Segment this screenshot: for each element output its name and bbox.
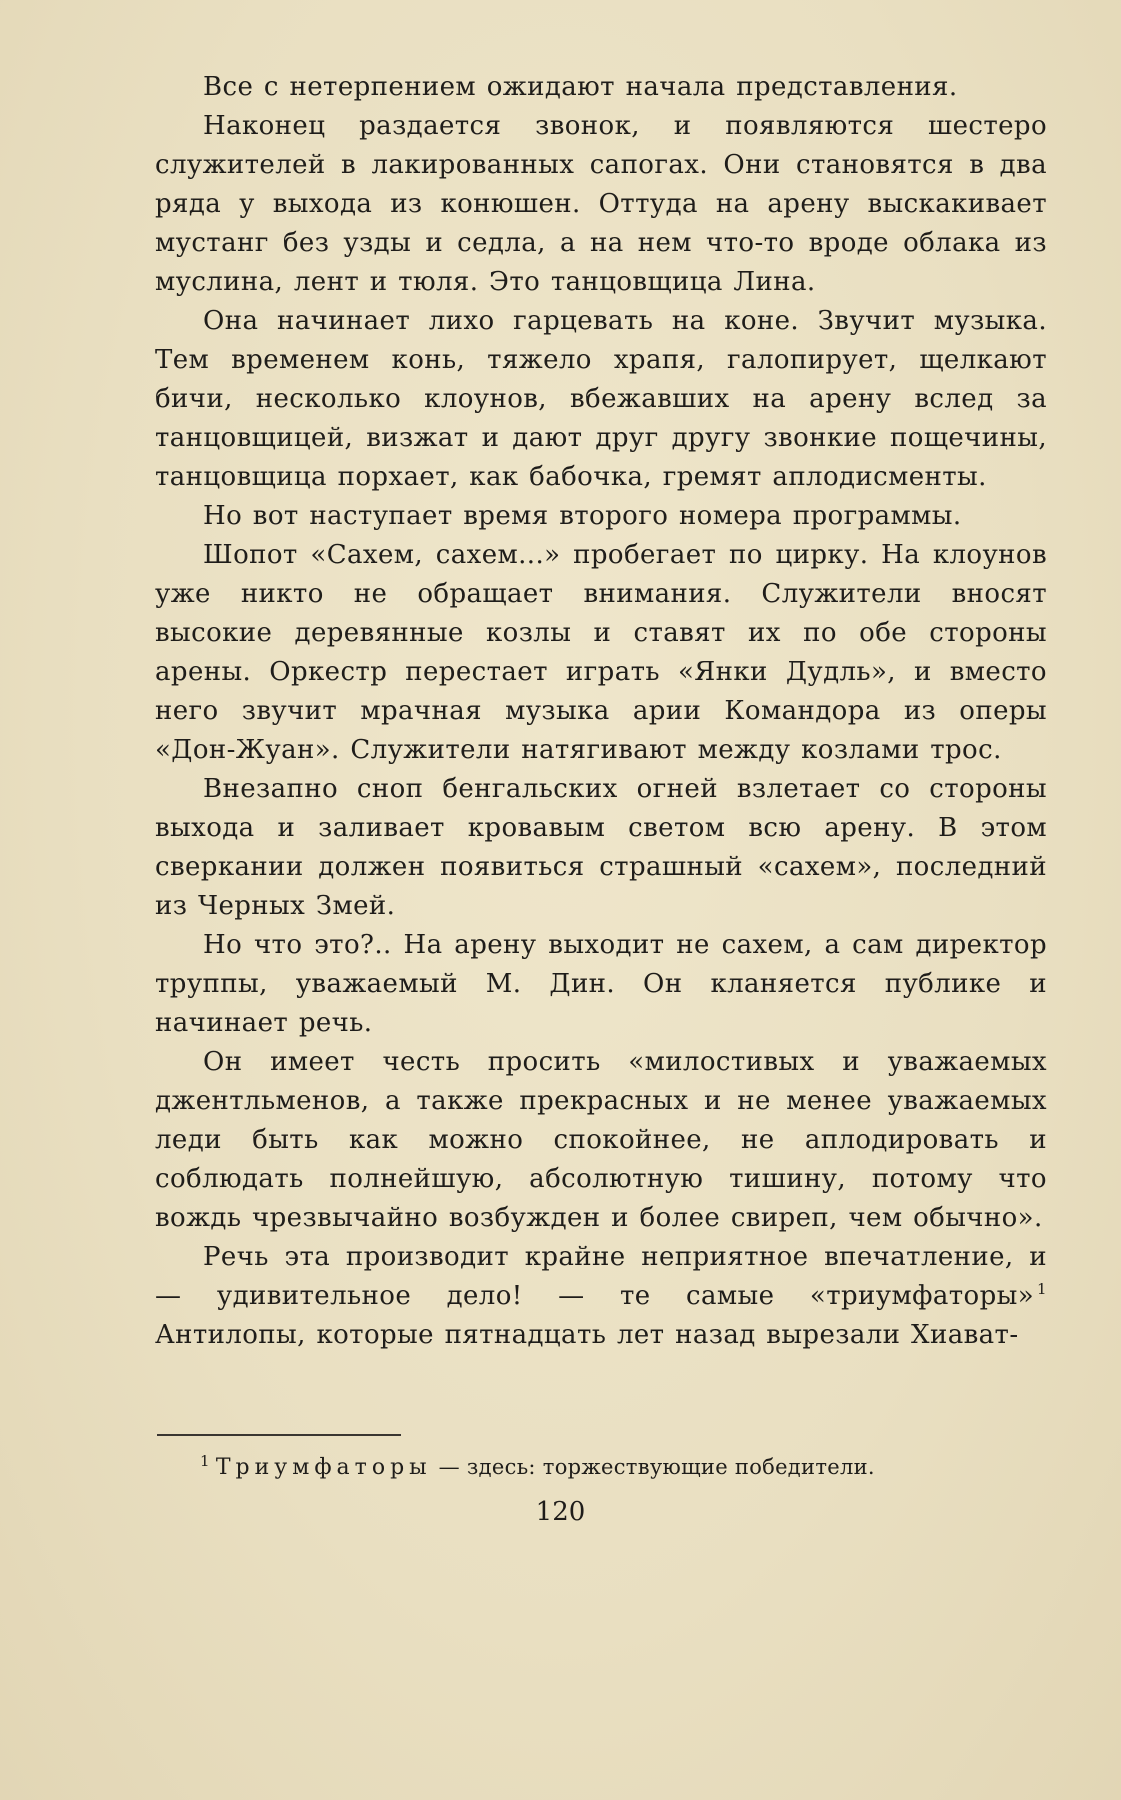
paragraph-4: Но вот наступает время второго номера программы. (203, 501, 962, 531)
footnote (200, 1452, 1060, 1483)
footnote-mark: 1 (200, 1452, 210, 1470)
paragraph-9-before: Речь эта производит крайне неприятное впечатление, и — удивительное дело! — те самые «триумфаторы» (155, 1242, 1047, 1311)
body-text (155, 68, 1047, 1355)
footnote-reference: 1 (1037, 1280, 1047, 1299)
footnote-separator (157, 1434, 401, 1436)
paragraph-8: Он имеет честь просить «милостивых и уважаемых джентльменов, а также прекрасных и не менее уважаемых леди быть как можно спокойнее, не аплодировать и соблюдать полнейшую, абсолютную тишину, потому что вождь чрезвычайно возбужден и более свиреп, чем обычно». (155, 1047, 1047, 1233)
paragraph-9-after: Антилопы, которые пятнадцать лет назад вырезали Хиават- (155, 1320, 1019, 1350)
paragraph-1: Все с нетерпением ожидают начала представления. (203, 72, 958, 102)
paragraph-7: Но что это?.. На арену выходит не сахем, а сам директор труппы, уважаемый М. Дин. Он кланяется публике и начинает речь. (155, 930, 1047, 1038)
paragraph-9 (155, 1238, 1047, 1355)
paragraph-5: Шопот «Сахем, сахем...» пробегает по цирку. На клоунов уже никто не обращает внимания. Служители вносят высокие деревянные козлы и ставят их по обе стороны арены. Оркестр перестает играть «Янки Дудль», и вместо него звучит мрачная музыка арии Командора из оперы «Дон-Жуан». Служители натягивают между козлами трос. (155, 540, 1047, 765)
paragraph-6: Внезапно сноп бенгальских огней взлетает со стороны выхода и заливает кровавым светом всю арену. В этом сверкании должен появиться страшный «сахем», последний из Черных Змей. (155, 774, 1047, 921)
paragraph-3: Она начинает лихо гарцевать на коне. Звучит музыка. Тем временем конь, тяжело храпя, галопирует, щелкают бичи, несколько клоунов, вбежавших на арену вслед за танцовщицей, визжат и дают друг другу звонкие пощечины, танцовщица порхает, как бабочка, гремят аплодисменты. (155, 306, 1047, 492)
footnote-text: — здесь: торжествующие победители. (431, 1455, 875, 1479)
page-number: 120 (535, 1497, 586, 1527)
paragraph-2: Наконец раздается звонок, и появляются шестеро служителей в лакированных сапогах. Они становятся в два ряда у выхода из конюшен. Оттуда на арену выскакивает мустанг без узды и седла, а на нем что-то вроде облака из муслина, лент и тюля. Это танцовщица Лина. (155, 111, 1047, 297)
footnote-term: Триумфаторы (215, 1455, 432, 1480)
